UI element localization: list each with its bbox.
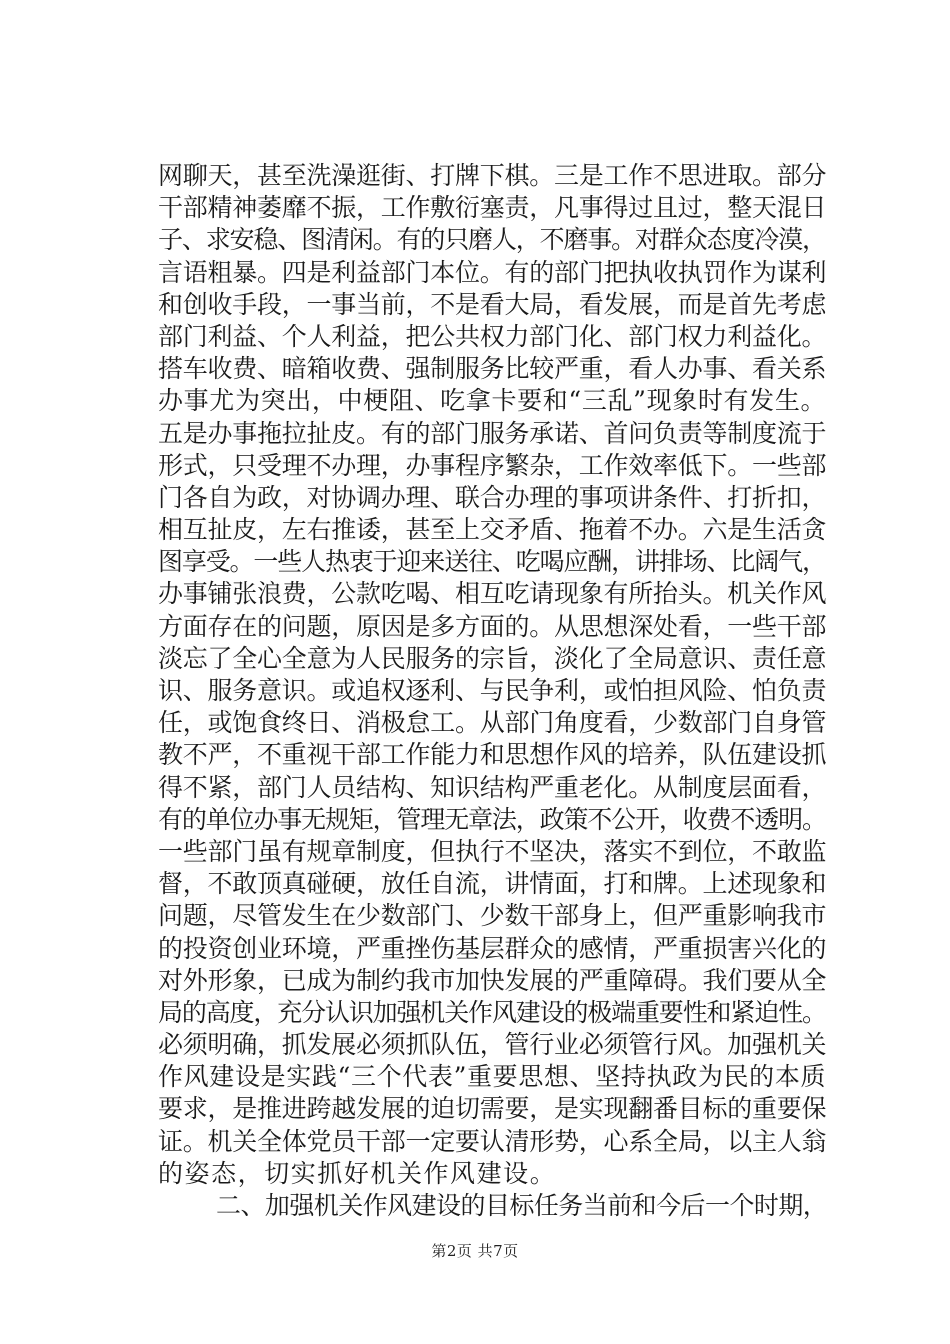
text-line: 相互扯皮，左右推诿，甚至上交矛盾、拖着不办。六是生活贪 [158, 515, 827, 545]
text-line: 门各自为政，对协调办理、联合办理的事项讲条件、打折扣， [158, 482, 827, 512]
text-line: 识、服务意识。或追权逐利、与民争利，或怕担风险、怕负责 [158, 676, 827, 705]
text-line: 图享受。一些人热衷于迎来送往、吃喝应酬，讲排场、比阔气， [158, 547, 826, 577]
text-line: 网聊天，甚至洗澡逛街、打牌下棋。三是工作不思进取。部分 [158, 161, 827, 190]
text-line: 证。机关全体党员干部一定要认清形势，心系全局，以主人翁 [158, 1126, 827, 1156]
text-line: 对外形象，已成为制约我市加快发展的严重障碍。我们要从全 [158, 965, 827, 995]
text-line: 部门利益、个人利益，把公共权力部门化、部门权力利益化。 [158, 321, 827, 351]
text-line: 一些部门虽有规章制度，但执行不坚决，落实不到位，不敢监 [158, 836, 827, 866]
text-line: 和创收手段，一事当前，不是看大局，看发展，而是首先考虑 [158, 289, 827, 319]
text-line: 问题，尽管发生在少数部门、少数干部身上，但严重影响我市 [158, 901, 827, 931]
text-line: 作风建设是实践“三个代表”重要思想、坚持执政为民的本质 [158, 1062, 827, 1092]
page-footer: 第2页 共7页 [431, 1242, 519, 1260]
text-line: 淡忘了全心全意为人民服务的宗旨，淡化了全局意识、责任意 [158, 643, 827, 673]
text-line: 办事铺张浪费，公款吃喝、相互吃请现象有所抬头。机关作风 [158, 579, 827, 609]
text-line: 言语粗暴。四是利益部门本位。有的部门把执收执罚作为谋利 [158, 257, 827, 287]
text-line: 二、加强机关作风建设的目标任务当前和今后一个时期， [216, 1191, 828, 1220]
text-line: 有的单位办事无规矩，管理无章法，政策不公开，收费不透明。 [158, 804, 826, 834]
text-line: 子、求安稳、图清闲。有的只磨人，不磨事。对群众态度冷漠， [158, 225, 826, 255]
text-line: 五是办事拖拉扯皮。有的部门服务承诺、首问负责等制度流于 [158, 418, 827, 448]
text-line: 任，或饱食终日、消极怠工。从部门角度看，少数部门自身管 [158, 708, 827, 738]
text-line: 搭车收费、暗箱收费、强制服务比较严重，看人办事、看关系 [158, 354, 827, 384]
text-line: 局的高度，充分认识加强机关作风建设的极端重要性和紧迫性。 [158, 997, 826, 1027]
text-line: 办事尤为突出，中梗阻、吃拿卡要和“三乱”现象时有发生。 [158, 386, 827, 416]
text-line: 督，不敢顶真碰硬，放任自流，讲情面，打和牌。上述现象和 [158, 869, 827, 899]
text-line: 必须明确，抓发展必须抓队伍，管行业必须管行风。加强机关 [158, 1030, 827, 1060]
document-body [158, 160, 828, 1222]
text-line: 的姿态，切实抓好机关作风建设。 [158, 1158, 557, 1188]
text-line: 方面存在的问题，原因是多方面的。从思想深处看，一些干部 [158, 611, 827, 641]
text-line: 得不紧，部门人员结构、知识结构严重老化。从制度层面看， [158, 772, 827, 802]
text-line: 干部精神萎靡不振，工作敷衍塞责，凡事得过且过，整天混日 [158, 193, 827, 223]
text-line: 教不严，不重视干部工作能力和思想作风的培养，队伍建设抓 [158, 740, 827, 770]
text-line: 形式，只受理不办理，办事程序繁杂，工作效率低下。一些部 [158, 450, 827, 480]
text-line: 要求，是推进跨越发展的迫切需要，是实现翻番目标的重要保 [158, 1094, 827, 1124]
text-line: 的投资创业环境，严重挫伤基层群众的感情，严重损害兴化的 [158, 933, 827, 963]
